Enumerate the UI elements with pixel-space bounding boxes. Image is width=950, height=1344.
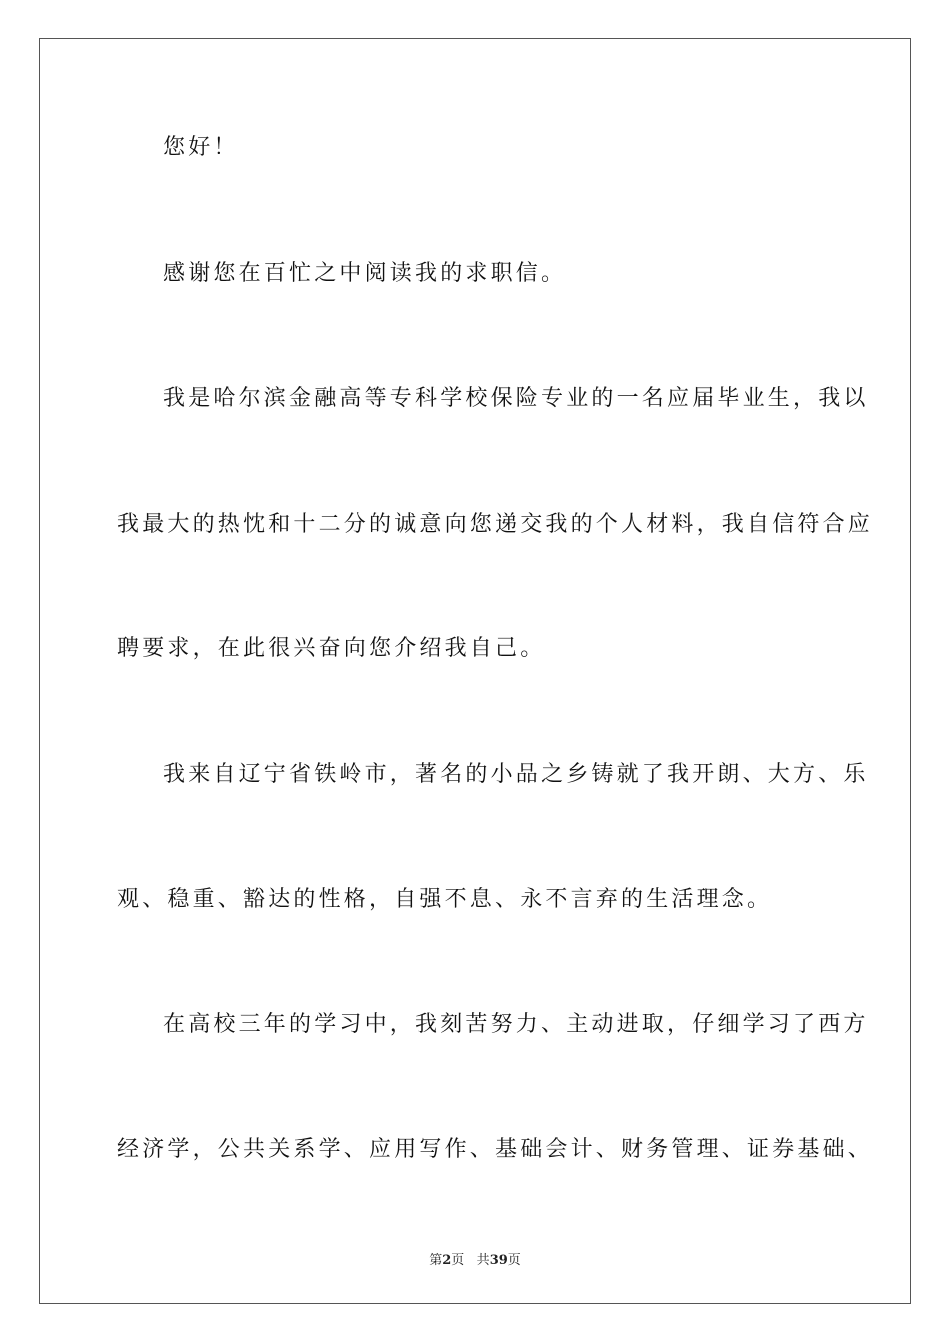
paragraph-line: 我来自辽宁省铁岭市，著名的小品之乡铸就了我开朗、大方、乐 <box>163 762 869 787</box>
footer-total-pages: 39 <box>489 1253 508 1268</box>
footer-total-suffix: 页 <box>507 1253 521 1268</box>
footer-current-page: 2 <box>442 1253 452 1268</box>
paragraph-line: 观、稳重、豁达的性格，自强不息、永不言弃的生活理念。 <box>117 887 773 912</box>
footer-page-prefix: 第 <box>429 1253 443 1268</box>
page-footer <box>0 1249 950 1268</box>
paragraph-line: 我最大的热忱和十二分的诚意向您递交我的个人材料，我自信符合应 <box>117 512 874 537</box>
greeting-line: 您好！ <box>163 135 239 160</box>
paragraph-line: 我是哈尔滨金融高等专科学校保险专业的一名应届毕业生，我以 <box>163 386 869 411</box>
page-frame <box>39 38 911 1304</box>
paragraph-line: 感谢您在百忙之中阅读我的求职信。 <box>163 261 567 286</box>
paragraph-line: 经济学，公共关系学、应用写作、基础会计、财务管理、证券基础、 <box>117 1137 874 1162</box>
footer-page-suffix: 页 <box>451 1253 465 1268</box>
paragraph-line: 聘要求，在此很兴奋向您介绍我自己。 <box>117 636 546 661</box>
paragraph-line: 在高校三年的学习中，我刻苦努力、主动进取，仔细学习了西方 <box>163 1012 869 1037</box>
footer-total-prefix: 共 <box>476 1253 490 1268</box>
